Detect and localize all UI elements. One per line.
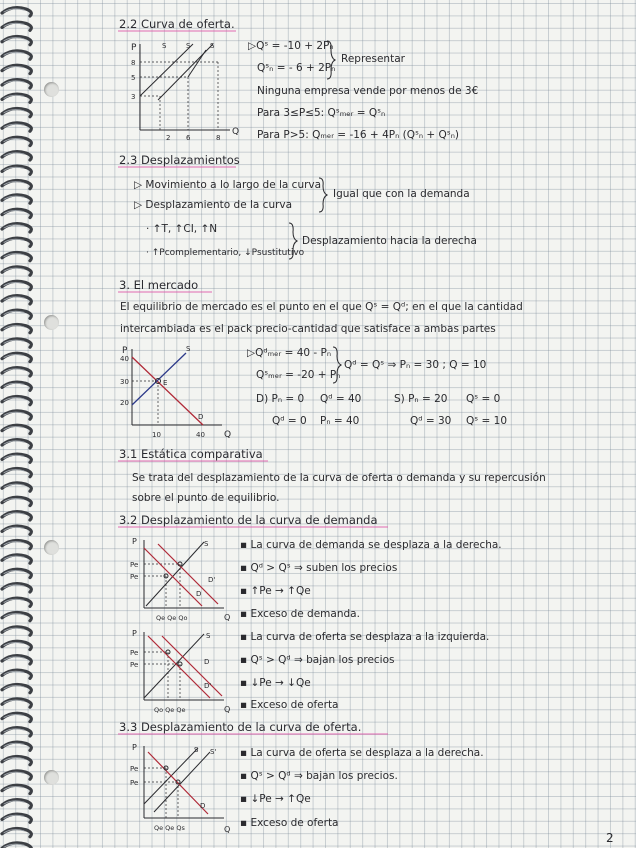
axis-q: Q: [224, 705, 231, 714]
brace: [332, 346, 342, 384]
supply-shift-right-a4: ▪ Exceso de oferta: [240, 817, 339, 829]
tick-30: 30: [120, 378, 129, 386]
point-e: E: [163, 379, 168, 387]
demand-shift-a1: ▪ La curva de demanda se desplaza a la derecha.: [240, 539, 502, 551]
axis-q: Q: [224, 430, 232, 440]
tick-10: 10: [152, 431, 161, 439]
market-equilibrium-graph: [118, 343, 232, 443]
curve-s1: S: [162, 42, 167, 50]
tick-3: 3: [131, 93, 136, 101]
curve-s: S: [194, 746, 199, 754]
tick-8: 8: [131, 59, 136, 67]
axis-q: Q: [224, 825, 231, 834]
market-eq-1: ▷Qᵈₘₑᵣ = 40 - Pₙ: [247, 347, 332, 359]
market-eq-2: Qˢₘₑᵣ = -20 + Pₙ: [256, 369, 341, 381]
label-pe1: Pe: [130, 765, 139, 773]
curve-s: S: [204, 540, 209, 548]
supply-shift-right-graph: [128, 742, 231, 834]
demand-shift-right-graph: [128, 536, 231, 624]
axis-q: Q: [224, 613, 231, 622]
q-labels: Qe Qe Qo: [156, 614, 188, 622]
tick-40x: 40: [196, 431, 205, 439]
supply-curve-graph: [128, 40, 238, 140]
q-labels: Qe Qe Qs: [154, 824, 185, 832]
demand-shift-a4: ▪ Exceso de demanda.: [240, 608, 360, 620]
shift-bullet-4: · ↑Pcomplementario, ↓Psustitutivo: [146, 248, 305, 258]
shift-bullet-1: ▷ Movimiento a lo largo de la curva: [134, 179, 322, 191]
tick-40: 40: [120, 355, 129, 363]
label-pe2: Pe: [130, 573, 139, 581]
demand-q-0: Qᵈ = 0: [272, 415, 307, 427]
brace: [326, 40, 336, 80]
label-pe1: Pe: [130, 649, 139, 657]
axis-p: P: [132, 537, 137, 546]
shift-bullet-2: ▷ Desplazamiento de la curva: [134, 199, 293, 211]
q-labels: Qo Qe Qe: [154, 706, 186, 714]
axis-p: P: [132, 629, 137, 638]
supply-q-30: Qᵈ = 30: [410, 415, 452, 427]
market-equilibrium-result: Qᵈ = Qˢ ⇒ Pₙ = 30 ; Q = 10: [344, 359, 487, 371]
market-paragraph-1: El equilibrio de mercado es el punto en el que Qˢ = Qᵈ; en el que la cantidad: [120, 301, 523, 313]
axis-p: P: [122, 346, 128, 356]
section-heading-2-3: 2.3 Desplazamientos: [119, 153, 240, 167]
curve-d: D: [198, 413, 204, 421]
tick-6: 6: [186, 134, 191, 142]
curve-s: S: [206, 632, 211, 640]
supply-shift-b2: ▪ Qˢ > Qᵈ ⇒ bajan los precios: [240, 654, 395, 666]
supply-shift-b1: ▪ La curva de oferta se desplaza a la izquierda.: [240, 631, 490, 643]
curve-s3: S: [210, 42, 215, 50]
brace-label-1: Igual que con la demanda: [333, 188, 470, 200]
market-paragraph-2: intercambiada es el pack precio-cantidad que satisface a ambas partes: [120, 323, 496, 335]
curve-d: D: [200, 802, 206, 810]
supply-shift-right-a1: ▪ La curva de oferta se desplaza a la derecha.: [240, 747, 484, 759]
comparative-paragraph-2: sobre el punto de equilibrio.: [132, 492, 280, 504]
supply-eq-2: Qˢₙ = - 6 + 2Pₙ: [257, 62, 336, 74]
supply-line-4: Para 3≤P≤5: Qˢₘₑᵣ = Qˢₙ: [257, 107, 386, 119]
supply-point-label: S) Pₙ = 20: [394, 393, 448, 405]
demand-p-40: Pₙ = 40: [320, 415, 360, 427]
spiral-binding: [0, 0, 40, 848]
comparative-paragraph-1: Se trata del desplazamiento de la curva de oferta o demanda y su repercusión: [132, 472, 546, 484]
label-pe2: Pe: [130, 661, 139, 669]
shift-bullet-3: · ↑T, ↑CI, ↑N: [146, 223, 218, 235]
curve-s2: S: [186, 42, 191, 50]
curve-s: S: [186, 345, 191, 353]
supply-q-10: Qˢ = 10: [466, 415, 508, 427]
supply-q-0: Qˢ = 0: [466, 393, 501, 405]
section-heading-2-2: 2.2 Curva de oferta.: [119, 17, 235, 31]
section-heading-3-3: 3.3 Desplazamiento de la curva de oferta.: [119, 720, 362, 734]
punch-hole: [44, 770, 59, 785]
punch-hole: [44, 315, 59, 330]
punch-hole: [44, 540, 59, 555]
axis-p: P: [131, 43, 137, 53]
tick-8x: 8: [216, 134, 221, 142]
supply-line-3: Ninguna empresa vende por menos de 3€: [257, 85, 479, 97]
demand-point-label: D) Pₙ = 0: [256, 393, 305, 405]
brace: [288, 222, 298, 260]
demand-q-40: Qᵈ = 40: [320, 393, 362, 405]
curve-d2: D': [204, 682, 212, 690]
supply-shift-right-a3: ▪ ↓Pe → ↑Qe: [240, 793, 311, 805]
curve-d2: D': [208, 576, 216, 584]
tick-2: 2: [166, 134, 171, 142]
supply-shift-left-graph: [128, 628, 231, 716]
curve-d: D: [204, 658, 210, 666]
section-heading-3-1: 3.1 Estática comparativa: [119, 447, 263, 461]
supply-line-5: Para P>5: Qₘₑᵣ = -16 + 4Pₙ (Qˢₙ + Qˢₙ): [257, 129, 459, 141]
section-heading-3-2: 3.2 Desplazamiento de la curva de demanda: [119, 513, 378, 527]
demand-shift-a3: ▪ ↑Pe → ↑Qe: [240, 585, 311, 597]
demand-shift-a2: ▪ Qᵈ > Qˢ ⇒ suben los precios: [240, 562, 398, 574]
punch-hole: [44, 82, 59, 97]
brace: [318, 177, 328, 213]
curve-s2: S': [210, 748, 217, 756]
brace-label: Representar: [341, 53, 405, 65]
page-number: 2: [606, 831, 614, 845]
supply-shift-right-a2: ▪ Qˢ > Qᵈ ⇒ bajan los precios.: [240, 770, 398, 782]
supply-shift-b3: ▪ ↓Pe → ↓Qe: [240, 677, 311, 689]
supply-shift-b4: ▪ Exceso de oferta: [240, 699, 339, 711]
curve-d: D: [196, 590, 202, 598]
tick-5: 5: [131, 74, 136, 82]
brace-label-2: Desplazamiento hacia la derecha: [302, 235, 477, 247]
supply-eq-1: ▷Qˢ = -10 + 2Pₙ: [248, 40, 334, 52]
axis-q: Q: [232, 127, 240, 137]
label-pe1: Pe: [130, 561, 139, 569]
tick-20: 20: [120, 399, 129, 407]
axis-p: P: [132, 743, 137, 752]
section-heading-3: 3. El mercado: [119, 278, 199, 292]
label-pe2: Pe: [130, 779, 139, 787]
